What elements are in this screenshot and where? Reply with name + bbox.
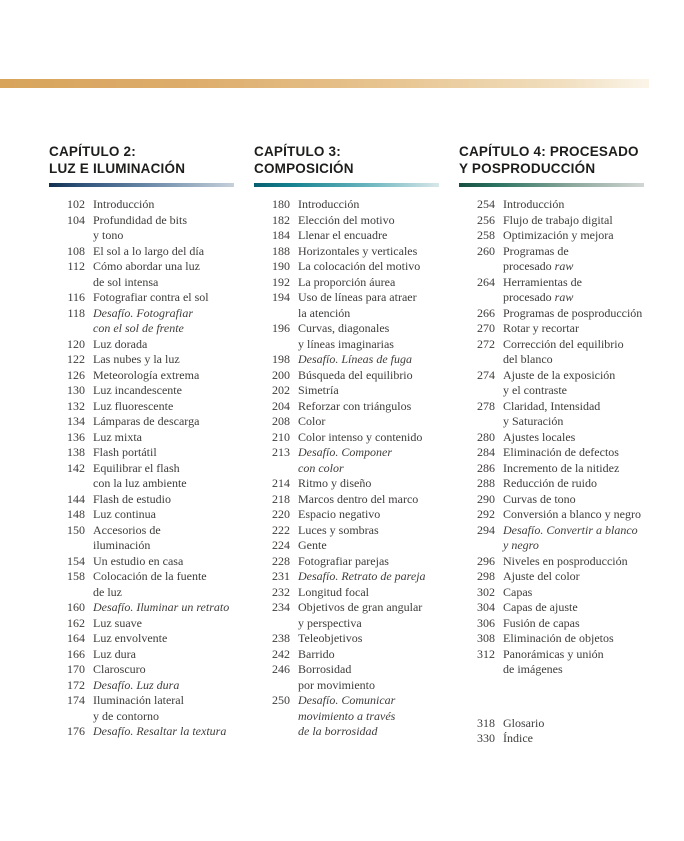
- entry-title: Introducción: [93, 197, 155, 211]
- toc-entry-188: [254, 244, 439, 260]
- page-number: 304: [477, 600, 495, 614]
- toc-entry-260: [459, 244, 644, 275]
- page-number: 292: [477, 507, 495, 521]
- page-number: 254: [477, 197, 495, 211]
- entry-title: Ajustes locales: [503, 429, 576, 444]
- toc-entry-134: [49, 414, 234, 430]
- entry-title: Corrección del equilibrio del blanco: [503, 336, 624, 366]
- entry-title: Eliminación de defectos: [503, 445, 619, 459]
- toc-entry-308: [459, 631, 644, 647]
- toc-entry-298: [459, 569, 644, 585]
- entry-title: Glosario: [503, 715, 545, 730]
- page-number: 166: [67, 646, 85, 661]
- toc-entry-294: [459, 523, 644, 554]
- entry-title: Optimización y mejora: [503, 228, 614, 242]
- entry-title: La colocación del motivo: [298, 259, 421, 273]
- toc-entry-136: [49, 430, 234, 446]
- page-number: 104: [67, 212, 85, 227]
- gold-accent-bar: [0, 79, 649, 88]
- page-number: 198: [272, 352, 290, 366]
- toc-entry-210: [254, 430, 439, 446]
- toc-entry-234: [254, 600, 439, 631]
- toc-entry-154: [49, 554, 234, 570]
- toc-entry-182: [254, 213, 439, 229]
- entry-title: Flash portátil: [93, 445, 157, 459]
- entry-title: Luz suave: [93, 615, 142, 630]
- toc-column-3: [459, 144, 644, 747]
- page-number: 184: [272, 228, 290, 242]
- entry-title: Un estudio en casa: [93, 553, 184, 568]
- page-number: 222: [272, 522, 290, 537]
- page-number: 302: [477, 584, 495, 599]
- entry-title: Luz dorada: [93, 336, 148, 351]
- page-number: 132: [67, 398, 85, 413]
- entry-title: Llenar el encuadre: [298, 228, 388, 242]
- page-number: 308: [477, 631, 495, 645]
- entry-title: Barrido: [298, 646, 335, 661]
- chapter-title: CAPÍTULO 3: COMPOSICIÓN: [254, 144, 354, 176]
- toc-entry-312: [459, 647, 644, 678]
- toc-entry-222: [254, 523, 439, 539]
- page-number: 180: [272, 197, 290, 211]
- entry-title: Teleobjetivos: [298, 631, 363, 645]
- toc-entry-296: [459, 554, 644, 570]
- toc-entry-242: [254, 647, 439, 663]
- page-number: 231: [272, 569, 290, 583]
- entry-title: Iluminación lateral y de contorno: [93, 693, 184, 723]
- toc-entry-318: [459, 716, 644, 732]
- page-number: 274: [477, 367, 495, 382]
- page-number: 208: [272, 414, 290, 428]
- toc-entry-292: [459, 507, 644, 523]
- entry-title: Color intenso y contenido: [298, 429, 423, 444]
- page-number: 312: [477, 646, 495, 661]
- entry-title: Las nubes y la luz: [93, 352, 180, 366]
- entry-title: Claroscuro: [93, 662, 146, 676]
- toc-entry-270: [459, 321, 644, 337]
- toc-entry-290: [459, 492, 644, 508]
- page-number: 272: [477, 336, 495, 351]
- entry-title: Reforzar con triángulos: [298, 398, 412, 413]
- toc-entry-176: [49, 724, 234, 740]
- page-number: 188: [272, 243, 290, 258]
- toc-entry-198: [254, 352, 439, 368]
- page-number: 256: [477, 212, 495, 227]
- entry-title: Ritmo y diseño: [298, 476, 372, 490]
- page-number: 148: [67, 507, 85, 521]
- toc-entry-208: [254, 414, 439, 430]
- page-number: 196: [272, 321, 290, 335]
- toc-entry-102: [49, 197, 234, 213]
- page-number: 172: [67, 677, 85, 692]
- entry-title: Índice: [503, 731, 533, 745]
- page-number: 232: [272, 584, 290, 599]
- toc-entry-264: [459, 275, 644, 306]
- entry-title: Luz mixta: [93, 429, 142, 444]
- page-number: 298: [477, 569, 495, 583]
- entry-title: Luz envolvente: [93, 631, 168, 645]
- table-of-contents: [49, 144, 664, 747]
- entry-title: El sol a lo largo del día: [93, 243, 205, 258]
- toc-entry-list: [459, 197, 644, 747]
- toc-entry-166: [49, 647, 234, 663]
- entry-title: Programas de posproducción: [503, 305, 643, 320]
- page-number: 296: [477, 553, 495, 568]
- toc-entry-104: [49, 213, 234, 244]
- page-number: 112: [67, 259, 85, 273]
- page-number: 130: [67, 383, 85, 397]
- page-number: 238: [272, 631, 290, 645]
- toc-entry-258: [459, 228, 644, 244]
- page-number: 138: [67, 445, 85, 459]
- page-number: 160: [67, 600, 85, 614]
- entry-title: Desafío. Convertir a blanco y negro: [503, 522, 638, 552]
- page-number: 200: [272, 367, 290, 382]
- toc-entry-148: [49, 507, 234, 523]
- page-number: 142: [67, 460, 85, 475]
- page-number: 288: [477, 476, 495, 490]
- toc-entry-218: [254, 492, 439, 508]
- page-number: 164: [67, 631, 85, 645]
- toc-entry-306: [459, 616, 644, 632]
- toc-entry-246: [254, 662, 439, 693]
- entry-title: Longitud focal: [298, 584, 369, 599]
- page-number: 144: [67, 491, 85, 506]
- toc-entry-142: [49, 461, 234, 492]
- page-number: 284: [477, 445, 495, 459]
- toc-entry-174: [49, 693, 234, 724]
- toc-column-1: [49, 144, 234, 747]
- entry-title: Desafío. Iluminar un retrato: [93, 600, 230, 614]
- toc-entry-224: [254, 538, 439, 554]
- entry-title: Reducción de ruido: [503, 476, 597, 490]
- entry-title: La proporción áurea: [298, 274, 396, 289]
- toc-entry-132: [49, 399, 234, 415]
- toc-entry-144: [49, 492, 234, 508]
- page-number: 214: [272, 476, 290, 490]
- entry-title: Conversión a blanco y negro: [503, 507, 641, 521]
- page-number: 224: [272, 538, 290, 552]
- entry-title: Panorámicas y unión de imágenes: [503, 646, 604, 676]
- page-number: 116: [67, 290, 85, 304]
- entry-title: Capas: [503, 584, 533, 599]
- entry-title: Fotografiar parejas: [298, 553, 389, 568]
- toc-entry-158: [49, 569, 234, 600]
- entry-title: Borrosidad por movimiento: [298, 662, 375, 692]
- entry-title: Espacio negativo: [298, 507, 381, 521]
- page-number: 280: [477, 429, 495, 444]
- toc-entry-192: [254, 275, 439, 291]
- entry-title: Luz incandescente: [93, 383, 182, 397]
- toc-entry-list: [254, 197, 439, 740]
- page-number: 192: [272, 274, 290, 289]
- page-number: 134: [67, 414, 85, 428]
- entry-title: Cómo abordar una luz de sol intensa: [93, 259, 200, 289]
- page-number: 228: [272, 553, 290, 568]
- toc-entry-108: [49, 244, 234, 260]
- page-number: 202: [272, 383, 290, 397]
- page-number: 174: [67, 693, 85, 707]
- entry-title: Incremento de la nitidez: [503, 460, 620, 475]
- entry-title: Equilibrar el flash con la luz ambiente: [93, 460, 187, 490]
- toc-entry-232: [254, 585, 439, 601]
- page-number: 220: [272, 507, 290, 521]
- entry-title: Luz continua: [93, 507, 156, 521]
- entry-title: Ajuste del color: [503, 569, 580, 583]
- page-number: 204: [272, 398, 290, 413]
- entry-title: Ajuste de la exposición y el contraste: [503, 367, 616, 397]
- toc-entry-266: [459, 306, 644, 322]
- entry-title: Marcos dentro del marco: [298, 491, 419, 506]
- page-number: 270: [477, 321, 495, 335]
- entry-title: Desafío. Líneas de fuga: [298, 352, 412, 366]
- toc-entry-122: [49, 352, 234, 368]
- entry-title: Gente: [298, 538, 327, 552]
- entry-title: Simetría: [298, 383, 339, 397]
- chapter-rule: [459, 183, 644, 187]
- chapter-title: CAPÍTULO 4: PROCESADO Y POSPRODUCCIÓN: [459, 144, 639, 176]
- page-number: 218: [272, 491, 290, 506]
- toc-entry-162: [49, 616, 234, 632]
- toc-entry-284: [459, 445, 644, 461]
- entry-title: Claridad, Intensidad y Saturación: [503, 398, 601, 428]
- toc-entry-190: [254, 259, 439, 275]
- page-number: 294: [477, 522, 495, 537]
- page-number: 102: [67, 197, 85, 211]
- page-number: 176: [67, 724, 85, 738]
- toc-entry-228: [254, 554, 439, 570]
- entry-title: Profundidad de bits y tono: [93, 212, 187, 242]
- page-number: 210: [272, 429, 290, 444]
- entry-title: Fusión de capas: [503, 615, 580, 630]
- entry-title: Herramientas de procesado raw: [503, 274, 582, 304]
- entry-title: Color: [298, 414, 326, 428]
- toc-entry-280: [459, 430, 644, 446]
- page-number: 118: [67, 305, 85, 320]
- toc-entry-list: [49, 197, 234, 740]
- toc-entry-254: [459, 197, 644, 213]
- toc-entry-278: [459, 399, 644, 430]
- toc-entry-180: [254, 197, 439, 213]
- page-number: 250: [272, 693, 290, 707]
- toc-entry-214: [254, 476, 439, 492]
- page-number: 286: [477, 460, 495, 475]
- toc-entry-172: [49, 678, 234, 694]
- page-number: 126: [67, 367, 85, 382]
- toc-entry-213: [254, 445, 439, 476]
- page-number: 162: [67, 615, 85, 630]
- page-number: 246: [272, 662, 290, 676]
- entry-title: Desafío. Componer con color: [298, 445, 392, 475]
- entry-title: Accesorios de iluminación: [93, 522, 161, 552]
- toc-entry-120: [49, 337, 234, 353]
- toc-entry-286: [459, 461, 644, 477]
- page-number: 170: [67, 662, 85, 676]
- page-number: 150: [67, 522, 85, 537]
- entry-title: Luces y sombras: [298, 522, 379, 537]
- page-number: 242: [272, 646, 290, 661]
- toc-entry-150: [49, 523, 234, 554]
- entry-title: Fotografiar contra el sol: [93, 290, 209, 304]
- page-number: 213: [272, 445, 290, 459]
- toc-entry-130: [49, 383, 234, 399]
- page-number: 122: [67, 352, 85, 366]
- page-number: 330: [477, 731, 495, 745]
- entry-title: Rotar y recortar: [503, 321, 579, 335]
- entry-title: Búsqueda del equilibrio: [298, 367, 413, 382]
- entry-title: Niveles en posproducción: [503, 553, 628, 568]
- toc-entry-200: [254, 368, 439, 384]
- entry-title: Luz dura: [93, 646, 136, 661]
- page-number: 264: [477, 274, 495, 289]
- page-number: 318: [477, 715, 495, 730]
- entry-title: Curvas de tono: [503, 491, 576, 506]
- toc-entry-196: [254, 321, 439, 352]
- page-number: 194: [272, 290, 290, 304]
- toc-entry-160: [49, 600, 234, 616]
- entry-title: Luz fluorescente: [93, 398, 174, 413]
- toc-entry-288: [459, 476, 644, 492]
- entry-title: Colocación de la fuente de luz: [93, 569, 207, 599]
- entry-title: Objetivos de gran angular y perspectiva: [298, 600, 423, 630]
- toc-column-2: [254, 144, 439, 747]
- entry-title: Programas de procesado raw: [503, 243, 574, 273]
- page-number: 136: [67, 429, 85, 444]
- page-number: 290: [477, 491, 495, 506]
- toc-entry-164: [49, 631, 234, 647]
- toc-entry-194: [254, 290, 439, 321]
- toc-entry-238: [254, 631, 439, 647]
- entry-title: Capas de ajuste: [503, 600, 578, 614]
- entry-title: Desafío. Luz dura: [93, 677, 180, 692]
- page-number: 266: [477, 305, 495, 320]
- entry-title: Eliminación de objetos: [503, 631, 614, 645]
- page-number: 258: [477, 228, 495, 242]
- entry-title: Introducción: [298, 197, 360, 211]
- toc-entry-126: [49, 368, 234, 384]
- toc-entry-138: [49, 445, 234, 461]
- entry-title: Flujo de trabajo digital: [503, 212, 613, 227]
- entry-title: Meteorología extrema: [93, 367, 200, 382]
- chapter-rule: [254, 183, 439, 187]
- toc-entry-116: [49, 290, 234, 306]
- entry-title: Desafío. Resaltar la textura: [93, 724, 227, 738]
- entry-title: Curvas, diagonales y líneas imaginarias: [298, 321, 394, 351]
- toc-entry-204: [254, 399, 439, 415]
- page-number: 190: [272, 259, 290, 273]
- page-number: 108: [67, 243, 85, 258]
- toc-entry-231: [254, 569, 439, 585]
- toc-entry-112: [49, 259, 234, 290]
- entry-title: Uso de líneas para atraer la atención: [298, 290, 417, 320]
- page-number: 182: [272, 212, 290, 227]
- page-number: 260: [477, 243, 495, 258]
- toc-entry-274: [459, 368, 644, 399]
- entry-title: Elección del motivo: [298, 212, 395, 227]
- entry-title: Desafío. Comunicar movimiento a través de la borrosidad: [298, 693, 396, 738]
- toc-entry-184: [254, 228, 439, 244]
- toc-entry-272: [459, 337, 644, 368]
- toc-entry-256: [459, 213, 644, 229]
- page-number: 278: [477, 398, 495, 413]
- page-number: 154: [67, 553, 85, 568]
- toc-entry-170: [49, 662, 234, 678]
- toc-entry-330: [459, 731, 644, 747]
- entry-title: Horizontales y verticales: [298, 243, 418, 258]
- entry-title: Introducción: [503, 197, 565, 211]
- page-number: 234: [272, 600, 290, 614]
- entry-title: Desafío. Fotografiar con el sol de frente: [93, 305, 194, 335]
- toc-entry-304: [459, 600, 644, 616]
- entry-title: Desafío. Retrato de pareja: [298, 569, 426, 583]
- entry-title: Lámparas de descarga: [93, 414, 200, 428]
- chapter-rule: [49, 183, 234, 187]
- page-number: 158: [67, 569, 85, 583]
- toc-entry-202: [254, 383, 439, 399]
- entry-title: Flash de estudio: [93, 491, 171, 506]
- toc-entry-220: [254, 507, 439, 523]
- toc-entry-118: [49, 306, 234, 337]
- page-number: 120: [67, 336, 85, 351]
- page-number: 306: [477, 615, 495, 630]
- chapter-title: CAPÍTULO 2: LUZ E ILUMINACIÓN: [49, 144, 186, 176]
- toc-entry-302: [459, 585, 644, 601]
- toc-entry-250: [254, 693, 439, 740]
